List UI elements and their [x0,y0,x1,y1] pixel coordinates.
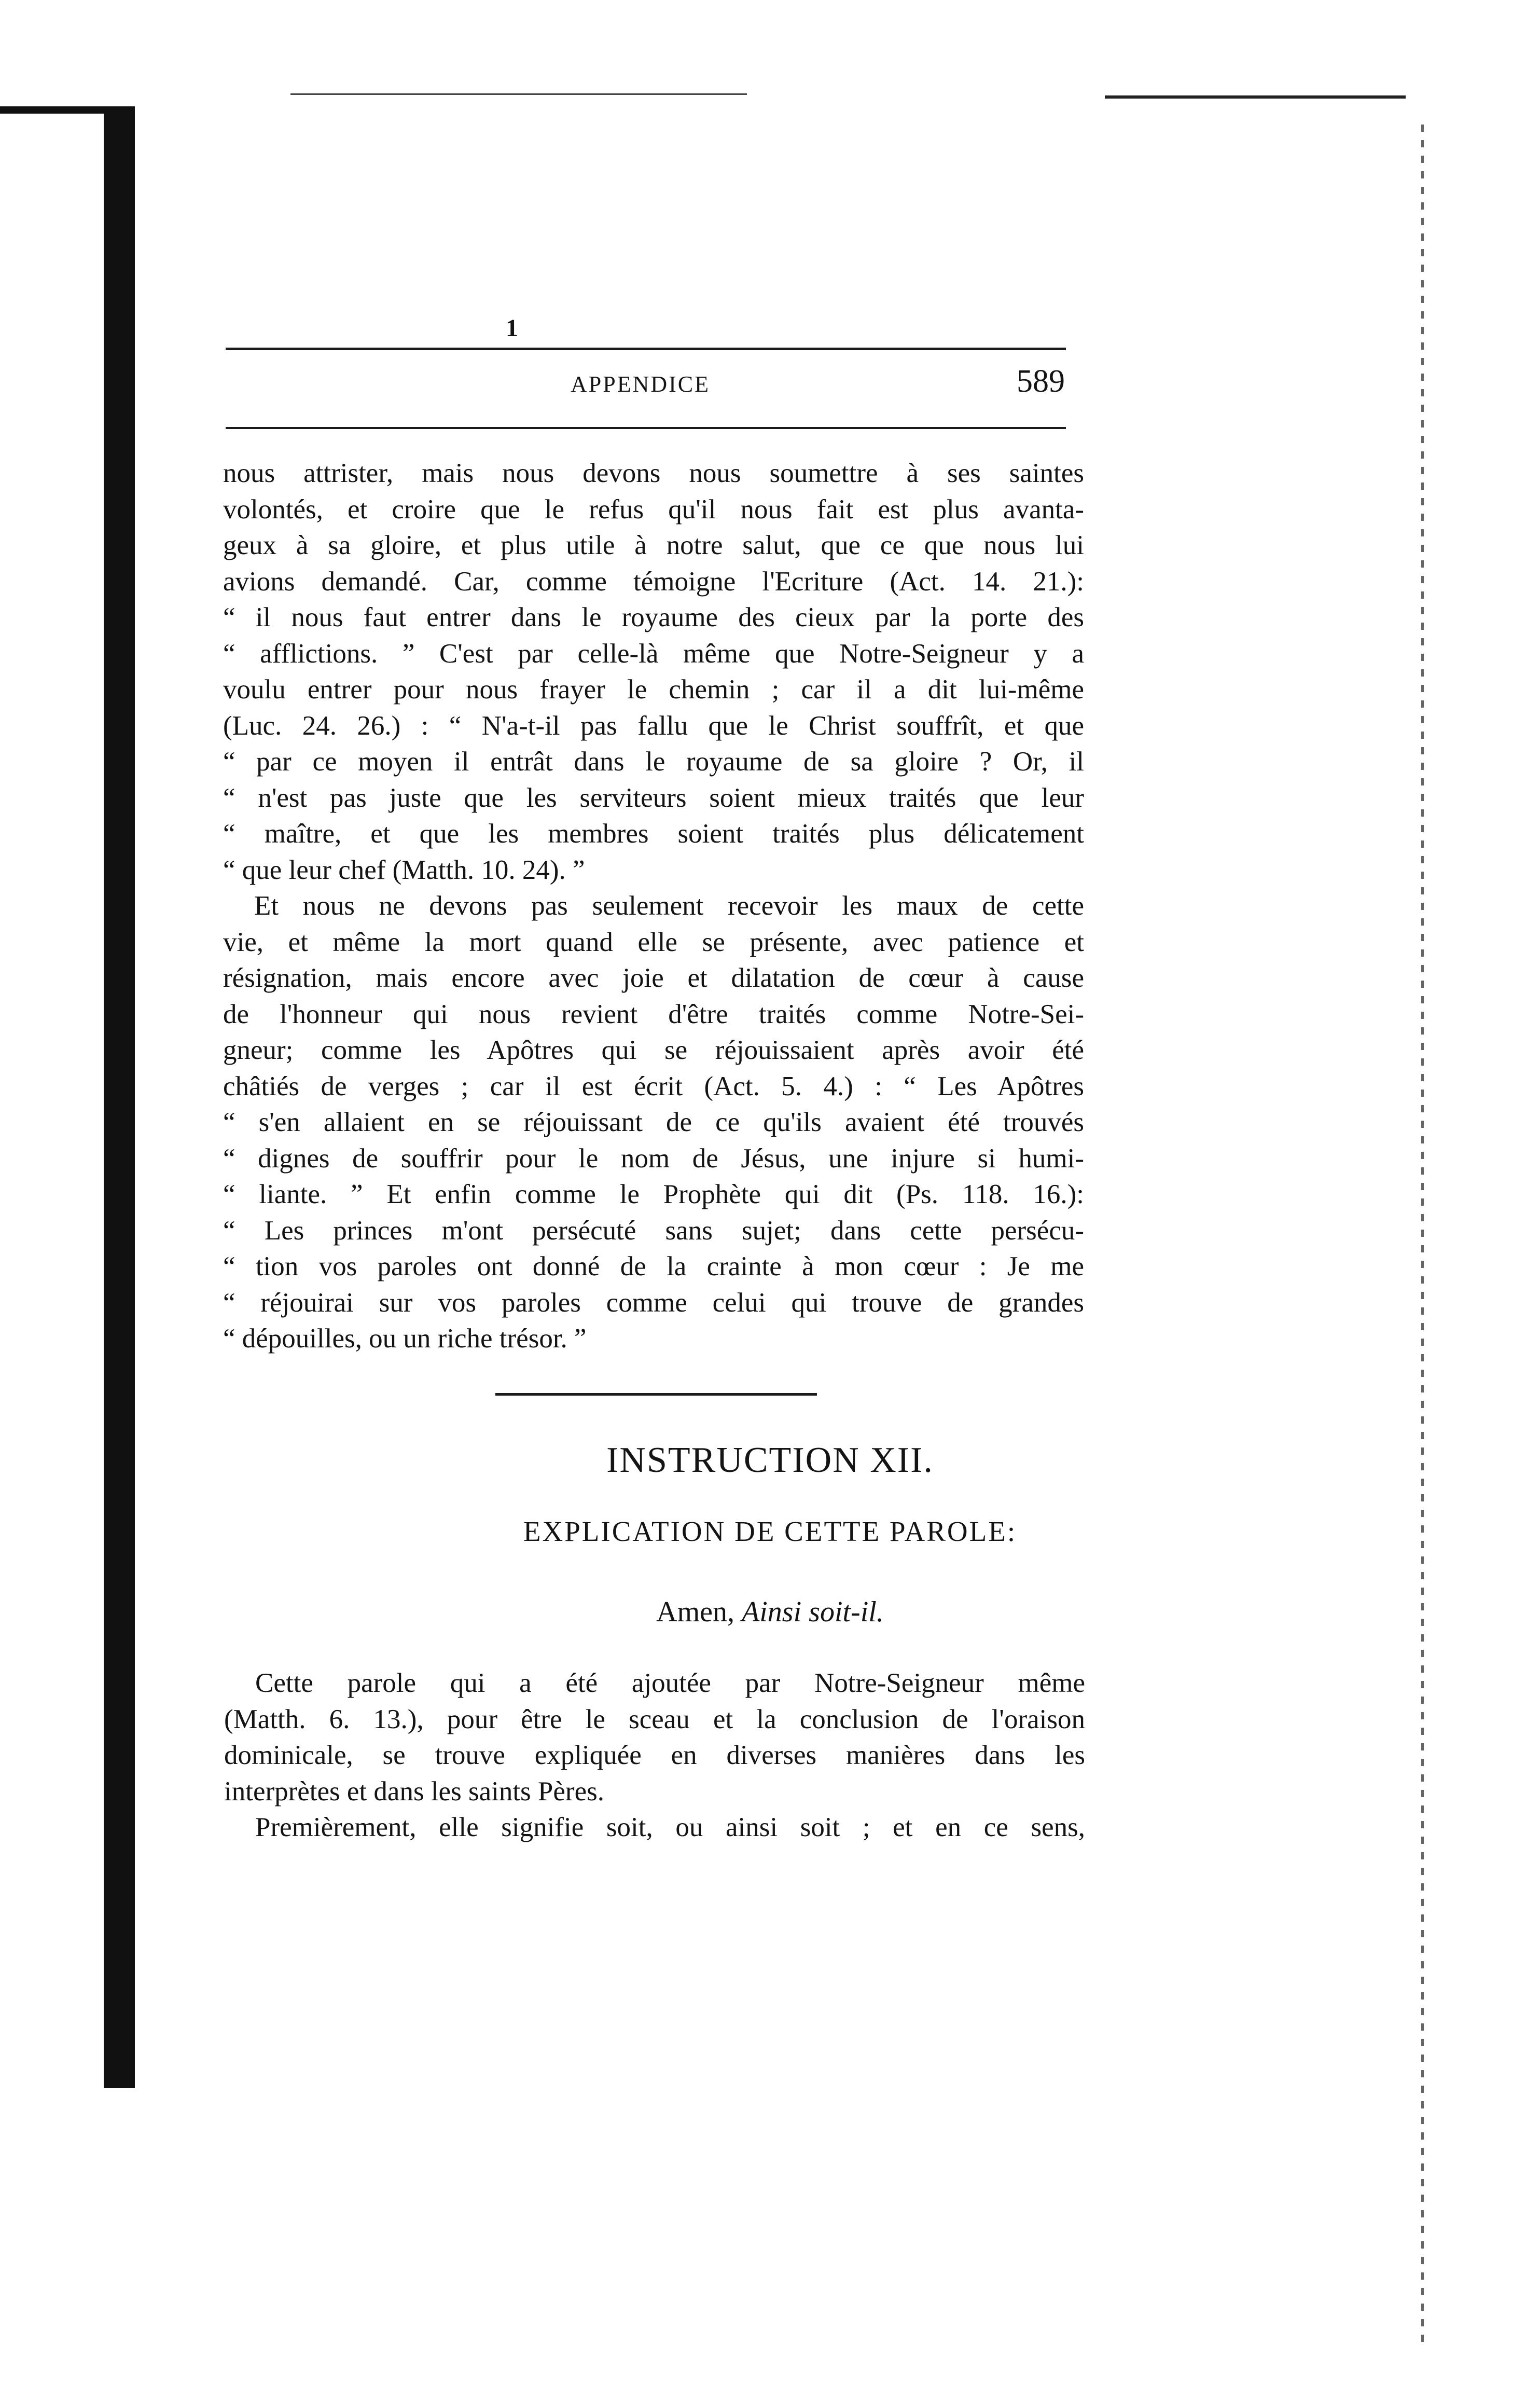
text-line: “ liante. ” Et enfin comme le Prophète qui dit (Ps. 118. 16.): [223,1179,1084,1209]
text-line: (Luc. 24. 26.) : “ N'a-t-il pas fallu que le Christ souffrît, et que [223,710,1084,741]
header-rule-top [226,348,1066,350]
text-line: dominicale, se trouve expliquée en diverses manières dans les [224,1740,1085,1770]
text-line: “ par ce moyen il entrât dans le royaume de sa gloire ? Or, il [223,747,1084,777]
text-line: nous attrister, mais nous devons nous soumettre à ses saintes [223,458,1084,488]
text-line: “ afflictions. ” C'est par celle-là même que Notre-Seigneur y a [223,638,1084,669]
section-motto [0,1595,1540,1629]
text-line: “ il nous faut entrer dans le royaume des cieux par la porte des [223,602,1084,632]
text-line: Premièrement, elle signifie soit, ou ainsi soit ; et en ce sens, [255,1812,1085,1842]
motto-word: Amen, [656,1596,735,1628]
text-line: “ s'en allaient en se réjouissant de ce qu'ils avaient été trouvés [223,1107,1084,1137]
text-line: gneur; comme les Apôtres qui se réjouissaient après avoir été [223,1035,1084,1065]
scan-artifact-line [290,93,747,95]
header-rule-bottom [226,427,1066,429]
section-title: INSTRUCTION XII. [606,1440,934,1480]
page-edge [1421,125,1424,2345]
section-subtitle: EXPLICATION DE CETTE PAROLE: [523,1515,1017,1547]
text-line: vie, et même la mort quand elle se présente, avec patience et [223,927,1084,957]
section-separator [495,1393,817,1396]
motto-translation: Ainsi soit-il. [742,1596,884,1628]
body-text [223,456,1084,1357]
text-line: “ Les princes m'ont persécuté sans sujet; dans cette persécu- [223,1215,1084,1246]
binding-edge-top [0,106,112,114]
text-line: “ tion vos paroles ont donné de la crainte à mon cœur : Je me [223,1251,1084,1281]
text-line: résignation, mais encore avec joie et dilatation de cœur à cause [223,963,1084,993]
text-line: Et nous ne devons pas seulement recevoir les maux de cette [254,891,1084,921]
printer-mark: 1 [506,314,518,342]
scan-artifact-line [1105,95,1406,99]
text-line: (Matth. 6. 13.), pour être le sceau et la conclusion de l'oraison [224,1704,1085,1734]
text-line: de l'honneur qui nous revient d'être traités comme Notre-Sei- [223,999,1084,1029]
text-line: interprètes et dans les saints Pères. [224,1776,604,1807]
text-line: “ maître, et que les membres soient traités plus délicatement [223,819,1084,849]
page-number: 589 [1017,364,1065,399]
text-line: Cette parole qui a été ajoutée par Notre-Seigneur même [255,1668,1085,1698]
text-line: avions demandé. Car, comme témoigne l'Ecriture (Act. 14. 21.): [223,566,1084,597]
text-line: voulu entrer pour nous frayer le chemin ; car il a dit lui-même [223,674,1084,705]
text-line: “ dépouilles, ou un riche trésor. ” [223,1324,587,1354]
binding-spine [104,106,135,2088]
text-line: volontés, et croire que le refus qu'il nous fait est plus avanta- [223,494,1084,525]
text-line: “ que leur chef (Matth. 10. 24). ” [223,854,585,885]
text-line: geux à sa gloire, et plus utile à notre salut, que ce que nous lui [223,530,1084,560]
text-line: “ n'est pas juste que les serviteurs soient mieux traités que leur [223,782,1084,813]
body-text-2 [224,1665,1085,1846]
text-line: “ dignes de souffrir pour le nom de Jésus, une injure si humi- [223,1143,1084,1174]
text-line: châtiés de verges ; car il est écrit (Act. 5. 4.) : “ Les Apôtres [223,1071,1084,1101]
running-head: APPENDICE [571,371,711,397]
text-line: “ réjouirai sur vos paroles comme celui qui trouve de grandes [223,1287,1084,1318]
